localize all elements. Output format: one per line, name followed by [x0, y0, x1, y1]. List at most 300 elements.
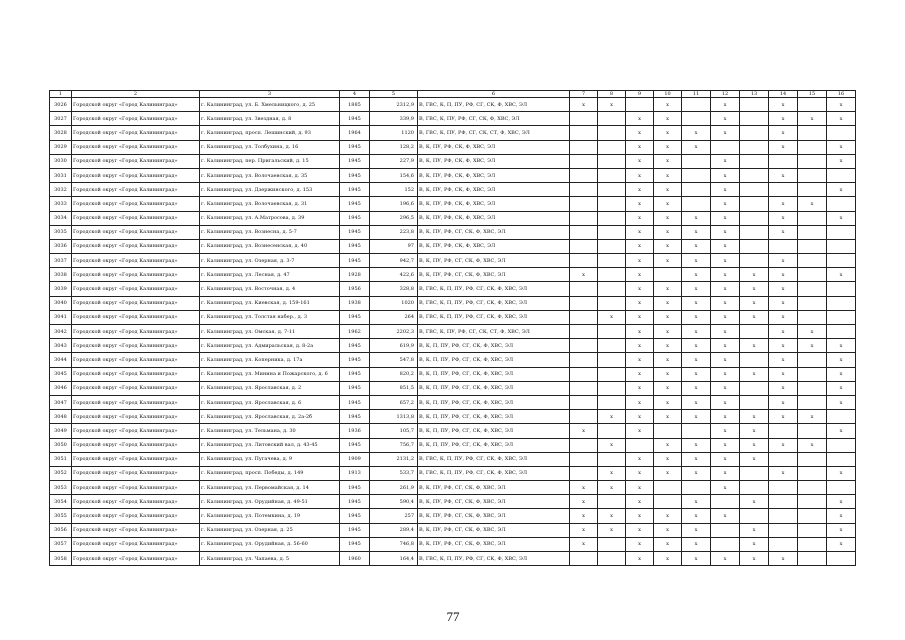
mark-cell: х — [654, 154, 682, 168]
mark-cell — [598, 183, 626, 197]
year-cell: 1962 — [340, 325, 370, 339]
works-cell: В, ГВС, К, П, ПУ, РФ, СГ, СК, Ф, ХВС, ЭЛ — [418, 552, 570, 566]
year-cell: 1945 — [340, 140, 370, 154]
mark-cell — [598, 282, 626, 296]
row-id: 3048 — [50, 410, 72, 424]
mark-cell — [798, 452, 827, 466]
municipality-cell: Городской округ «Город Калининград» — [72, 168, 200, 182]
mark-cell: х — [711, 211, 740, 225]
area-cell: 756,7 — [370, 438, 418, 452]
mark-cell: х — [626, 112, 654, 126]
mark-cell: х — [740, 339, 769, 353]
mark-cell: х — [682, 325, 711, 339]
mark-cell — [798, 523, 827, 537]
column-number-header: 2 — [72, 91, 200, 98]
table-row — [50, 424, 856, 438]
mark-cell — [769, 523, 798, 537]
mark-cell — [598, 197, 626, 211]
mark-cell: х — [626, 168, 654, 182]
mark-cell: х — [682, 296, 711, 310]
mark-cell — [740, 481, 769, 495]
mark-cell: х — [682, 140, 711, 154]
address-cell: г. Калининград, ул. Пугачева, д. 9 — [200, 452, 340, 466]
mark-cell: х — [626, 140, 654, 154]
mark-cell: х — [711, 367, 740, 381]
mark-cell — [740, 140, 769, 154]
mark-cell — [798, 537, 827, 551]
mark-cell: х — [711, 353, 740, 367]
works-cell: В, К, ПУ, РФ, СК, Ф, ХВС, ЭЛ — [418, 239, 570, 253]
mark-cell — [682, 183, 711, 197]
mark-cell: х — [711, 296, 740, 310]
municipality-cell: Городской округ «Город Калининград» — [72, 183, 200, 197]
municipality-cell: Городской округ «Город Калининград» — [72, 254, 200, 268]
works-cell: В, К, ПУ, РФ, СК, Ф, ХВС, ЭЛ — [418, 211, 570, 225]
row-id: 3040 — [50, 296, 72, 310]
municipality-cell: Городской округ «Город Калининград» — [72, 126, 200, 140]
mark-cell — [570, 367, 598, 381]
row-id: 3046 — [50, 381, 72, 395]
mark-cell: х — [682, 268, 711, 282]
mark-cell — [598, 126, 626, 140]
municipality-cell: Городской округ «Город Калининград» — [72, 239, 200, 253]
municipality-cell: Городской округ «Город Калининград» — [72, 112, 200, 126]
mark-cell — [711, 523, 740, 537]
address-cell: г. Калининград, ул. Волочаевская, д. 35 — [200, 168, 340, 182]
address-cell: г. Калининград, ул. Волочаевская, д. 31 — [200, 197, 340, 211]
mark-cell: х — [827, 183, 856, 197]
mark-cell: х — [827, 154, 856, 168]
mark-cell: х — [827, 466, 856, 480]
mark-cell: х — [798, 438, 827, 452]
mark-cell — [798, 481, 827, 495]
mark-cell: х — [626, 523, 654, 537]
mark-cell — [654, 268, 682, 282]
mark-cell: х — [711, 239, 740, 253]
mark-cell: х — [626, 296, 654, 310]
area-cell: 1313,8 — [370, 410, 418, 424]
mark-cell — [827, 452, 856, 466]
row-id: 3033 — [50, 197, 72, 211]
address-cell: г. Калининград, пер. Пригальский, д. 15 — [200, 154, 340, 168]
address-cell: г. Калининград, ул. Потемкина, д. 19 — [200, 509, 340, 523]
works-cell: В, ГВС, К, ПУ, РФ, СГ, СК, СТ, Ф, ХВС, ЭЛ — [418, 325, 570, 339]
mark-cell — [598, 353, 626, 367]
mark-cell: х — [769, 353, 798, 367]
mark-cell: х — [711, 310, 740, 324]
works-cell: В, ГВС, К, П, ПУ, РФ, СГ, СК, Ф, ХВС, ЭЛ — [418, 466, 570, 480]
mark-cell: х — [711, 254, 740, 268]
table-row — [50, 353, 856, 367]
mark-cell — [598, 452, 626, 466]
mark-cell: х — [626, 381, 654, 395]
address-cell: г. Калининград, ул. Литовский вал, д. 43-45 — [200, 438, 340, 452]
column-number-header: 10 — [654, 91, 682, 98]
year-cell: 1945 — [340, 410, 370, 424]
mark-cell: х — [598, 481, 626, 495]
works-cell: В, К, ПУ, РФ, СГ, СК, Ф, ХВС, ЭЛ — [418, 481, 570, 495]
mark-cell — [827, 552, 856, 566]
mark-cell — [598, 239, 626, 253]
mark-cell — [798, 552, 827, 566]
mark-cell — [827, 126, 856, 140]
address-cell: г. Калининград, ул. Вознесенская, д. 40 — [200, 239, 340, 253]
address-cell: г. Калининград, ул. Коперника, д. 17а — [200, 353, 340, 367]
area-cell: 422,6 — [370, 268, 418, 282]
mark-cell: х — [827, 395, 856, 409]
mark-cell: х — [626, 197, 654, 211]
mark-cell — [570, 225, 598, 239]
mark-cell: х — [654, 168, 682, 182]
mark-cell — [798, 509, 827, 523]
mark-cell — [769, 495, 798, 509]
year-cell: 1945 — [340, 381, 370, 395]
table-row — [50, 296, 856, 310]
works-cell: В, ГВС, К, ПУ, РФ, СГ, СК, Ф, ХВС, ЭЛ — [418, 112, 570, 126]
table-row — [50, 438, 856, 452]
mark-cell: х — [682, 552, 711, 566]
municipality-cell: Городской округ «Город Калининград» — [72, 325, 200, 339]
mark-cell — [798, 239, 827, 253]
mark-cell: х — [626, 367, 654, 381]
table-row — [50, 452, 856, 466]
mark-cell: х — [711, 381, 740, 395]
mark-cell: х — [769, 112, 798, 126]
municipality-cell: Городской округ «Город Калининград» — [72, 481, 200, 495]
mark-cell: х — [827, 98, 856, 112]
mark-cell — [740, 197, 769, 211]
table-body — [50, 98, 856, 566]
mark-cell: х — [598, 438, 626, 452]
year-cell: 1945 — [340, 353, 370, 367]
mark-cell: х — [626, 466, 654, 480]
address-cell: г. Калининград, ул. А.Матросова, д. 39 — [200, 211, 340, 225]
column-number-header: 1 — [50, 91, 72, 98]
mark-cell — [570, 154, 598, 168]
mark-cell: х — [769, 197, 798, 211]
row-id: 3049 — [50, 424, 72, 438]
mark-cell — [798, 424, 827, 438]
mark-cell — [626, 438, 654, 452]
works-cell: В, К, ПУ, РФ, СК, Ф, ХВС, ЭЛ — [418, 154, 570, 168]
mark-cell — [740, 126, 769, 140]
mark-cell: х — [827, 509, 856, 523]
mark-cell: х — [827, 424, 856, 438]
municipality-cell: Городской округ «Город Калининград» — [72, 339, 200, 353]
mark-cell: х — [626, 183, 654, 197]
column-number-header: 13 — [740, 91, 769, 98]
mark-cell: х — [626, 339, 654, 353]
mark-cell — [798, 395, 827, 409]
mark-cell: х — [682, 466, 711, 480]
row-id: 3054 — [50, 495, 72, 509]
mark-cell: х — [740, 438, 769, 452]
mark-cell — [598, 537, 626, 551]
mark-cell — [798, 168, 827, 182]
mark-cell: х — [682, 126, 711, 140]
mark-cell: х — [827, 268, 856, 282]
year-cell: 1945 — [340, 310, 370, 324]
mark-cell: х — [654, 523, 682, 537]
mark-cell: х — [827, 495, 856, 509]
municipality-cell: Городской округ «Город Калининград» — [72, 424, 200, 438]
row-id: 3041 — [50, 310, 72, 324]
mark-cell: х — [798, 410, 827, 424]
mark-cell: х — [682, 537, 711, 551]
mark-cell: х — [740, 452, 769, 466]
year-cell: 1964 — [340, 126, 370, 140]
mark-cell: х — [769, 126, 798, 140]
column-number-header: 6 — [418, 91, 570, 98]
municipality-cell: Городской округ «Город Калининград» — [72, 154, 200, 168]
mark-cell: х — [740, 495, 769, 509]
mark-cell: х — [740, 268, 769, 282]
mark-cell: х — [626, 509, 654, 523]
mark-cell: х — [654, 466, 682, 480]
works-cell: В, К, П, ПУ, РФ, СГ, СК, Ф, ХВС, ЭЛ — [418, 339, 570, 353]
mark-cell: х — [682, 452, 711, 466]
mark-cell: х — [654, 452, 682, 466]
mark-cell: х — [711, 552, 740, 566]
mark-cell — [740, 353, 769, 367]
municipality-cell: Городской округ «Город Калининград» — [72, 495, 200, 509]
mark-cell: х — [626, 211, 654, 225]
works-cell: В, К, П, ПУ, РФ, СГ, СК, Ф, ХВС, ЭЛ — [418, 410, 570, 424]
mark-cell — [598, 168, 626, 182]
municipality-cell: Городской округ «Город Калининград» — [72, 211, 200, 225]
mark-cell: х — [769, 211, 798, 225]
address-cell: г. Калининград, ул. Орудийная, д. 49-51 — [200, 495, 340, 509]
area-cell: 339,9 — [370, 112, 418, 126]
area-cell: 1120 — [370, 126, 418, 140]
mark-cell: х — [682, 225, 711, 239]
table-row — [50, 225, 856, 239]
mark-cell: х — [769, 268, 798, 282]
year-cell: 1945 — [340, 211, 370, 225]
mark-cell — [769, 154, 798, 168]
mark-cell: х — [598, 410, 626, 424]
mark-cell — [570, 466, 598, 480]
year-cell: 1936 — [340, 424, 370, 438]
mark-cell — [827, 282, 856, 296]
mark-cell: х — [654, 509, 682, 523]
mark-cell: х — [626, 481, 654, 495]
mark-cell — [798, 367, 827, 381]
mark-cell — [570, 112, 598, 126]
mark-cell: х — [654, 112, 682, 126]
year-cell: 1938 — [340, 296, 370, 310]
mark-cell — [570, 310, 598, 324]
mark-cell: х — [626, 282, 654, 296]
mark-cell — [827, 225, 856, 239]
address-cell: г. Калининград, ул. Озерная, д. 25 — [200, 523, 340, 537]
municipality-cell: Городской округ «Город Калининград» — [72, 310, 200, 324]
table-row — [50, 154, 856, 168]
mark-cell — [740, 168, 769, 182]
mark-cell: х — [827, 537, 856, 551]
mark-cell: х — [570, 424, 598, 438]
mark-cell: х — [769, 140, 798, 154]
address-cell: г. Калининград, ул. Тельмана, д. 30 — [200, 424, 340, 438]
row-id: 3026 — [50, 98, 72, 112]
table-row — [50, 466, 856, 480]
mark-cell — [570, 296, 598, 310]
year-cell: 1960 — [340, 552, 370, 566]
row-id: 3056 — [50, 523, 72, 537]
mark-cell — [570, 183, 598, 197]
mark-cell: х — [682, 310, 711, 324]
mark-cell — [598, 367, 626, 381]
mark-cell — [598, 225, 626, 239]
area-cell: 590,4 — [370, 495, 418, 509]
area-cell: 657,2 — [370, 395, 418, 409]
works-cell: В, К, ПУ, РФ, СГ, СК, Ф, ХВС, ЭЛ — [418, 537, 570, 551]
row-id: 3053 — [50, 481, 72, 495]
municipality-cell: Городской округ «Город Калининград» — [72, 395, 200, 409]
mark-cell: х — [769, 168, 798, 182]
mark-cell: х — [682, 395, 711, 409]
area-cell: 851,5 — [370, 381, 418, 395]
mark-cell — [798, 495, 827, 509]
mark-cell: х — [654, 140, 682, 154]
row-id: 3035 — [50, 225, 72, 239]
municipality-cell: Городской округ «Город Калининград» — [72, 381, 200, 395]
address-cell: г. Калининград, ул. Ярославская, д. 2а-2б — [200, 410, 340, 424]
registry-table — [49, 90, 856, 566]
mark-cell — [798, 183, 827, 197]
area-cell: 328,8 — [370, 282, 418, 296]
mark-cell: х — [740, 282, 769, 296]
mark-cell: х — [827, 367, 856, 381]
mark-cell — [769, 452, 798, 466]
mark-cell: х — [711, 452, 740, 466]
mark-cell: х — [626, 225, 654, 239]
mark-cell — [654, 481, 682, 495]
mark-cell: х — [682, 509, 711, 523]
mark-cell: х — [626, 310, 654, 324]
row-id: 3030 — [50, 154, 72, 168]
mark-cell — [570, 197, 598, 211]
mark-cell — [598, 112, 626, 126]
mark-cell: х — [598, 466, 626, 480]
works-cell: В, ГВС, К, П, ПУ, РФ, СГ, СК, Ф, ХВС, ЭЛ — [418, 310, 570, 324]
mark-cell: х — [626, 353, 654, 367]
mark-cell: х — [626, 254, 654, 268]
mark-cell: х — [798, 112, 827, 126]
mark-cell: х — [711, 325, 740, 339]
mark-cell: х — [827, 523, 856, 537]
mark-cell: х — [654, 225, 682, 239]
row-id: 3057 — [50, 537, 72, 551]
column-number-header: 5 — [370, 91, 418, 98]
mark-cell: х — [682, 339, 711, 353]
year-cell: 1945 — [340, 168, 370, 182]
mark-cell — [682, 424, 711, 438]
mark-cell — [570, 452, 598, 466]
mark-cell: х — [798, 325, 827, 339]
area-cell: 533,7 — [370, 466, 418, 480]
mark-cell: х — [626, 268, 654, 282]
mark-cell: х — [654, 353, 682, 367]
year-cell: 1945 — [340, 438, 370, 452]
table-row — [50, 197, 856, 211]
works-cell: В, К, П, ПУ, РФ, СГ, СК, Ф, ХВС, ЭЛ — [418, 381, 570, 395]
table-row — [50, 268, 856, 282]
mark-cell: х — [682, 438, 711, 452]
mark-cell: х — [740, 552, 769, 566]
row-id: 3031 — [50, 168, 72, 182]
works-cell: В, К, ПУ, РФ, СК, Ф, ХВС, ЭЛ — [418, 140, 570, 154]
year-cell: 1945 — [340, 154, 370, 168]
mark-cell — [598, 154, 626, 168]
mark-cell — [570, 126, 598, 140]
mark-cell: х — [682, 410, 711, 424]
address-cell: г. Калининград, ул. Лесная, д. 47 — [200, 268, 340, 282]
area-cell: 264 — [370, 310, 418, 324]
area-cell: 2312,9 — [370, 98, 418, 112]
mark-cell: х — [711, 438, 740, 452]
mark-cell: х — [798, 197, 827, 211]
mark-cell: х — [626, 126, 654, 140]
address-cell: г. Калининград, ул. Ярославская, д. 6 — [200, 395, 340, 409]
mark-cell — [827, 239, 856, 253]
works-cell: В, ГВС, К, ПУ, РФ, СГ, СК, СТ, Ф, ХВС, ЭЛ — [418, 126, 570, 140]
table-row — [50, 537, 856, 551]
municipality-cell: Городской округ «Город Калининград» — [72, 552, 200, 566]
row-id: 3058 — [50, 552, 72, 566]
area-cell: 746,8 — [370, 537, 418, 551]
mark-cell — [570, 339, 598, 353]
year-cell: 1913 — [340, 466, 370, 480]
table-row — [50, 183, 856, 197]
table-row — [50, 381, 856, 395]
works-cell: В, К, П, ПУ, РФ, СГ, СК, Ф, ХВС, ЭЛ — [418, 395, 570, 409]
mark-cell — [827, 410, 856, 424]
address-cell: г. Калининград, просп. Лешинский, д. 93 — [200, 126, 340, 140]
mark-cell — [769, 509, 798, 523]
mark-cell: х — [769, 254, 798, 268]
row-id: 3036 — [50, 239, 72, 253]
mark-cell — [769, 239, 798, 253]
column-number-header: 9 — [626, 91, 654, 98]
mark-cell: х — [654, 239, 682, 253]
mark-cell: х — [769, 552, 798, 566]
address-cell: г. Калининград, ул. Толбухина, д. 16 — [200, 140, 340, 154]
mark-cell — [598, 395, 626, 409]
mark-cell: х — [654, 410, 682, 424]
area-cell: 257 — [370, 509, 418, 523]
mark-cell: х — [711, 395, 740, 409]
municipality-cell: Городской округ «Город Калининград» — [72, 523, 200, 537]
table-row — [50, 239, 856, 253]
mark-cell: х — [711, 466, 740, 480]
municipality-cell: Городской округ «Город Калининград» — [72, 282, 200, 296]
mark-cell — [598, 211, 626, 225]
mark-cell: х — [769, 282, 798, 296]
mark-cell: х — [570, 98, 598, 112]
mark-cell: х — [654, 183, 682, 197]
table-row — [50, 112, 856, 126]
year-cell: 1945 — [340, 495, 370, 509]
works-cell: В, ГВС, К, П, ПУ, РФ, СГ, СК, Ф, ХВС, ЭЛ — [418, 282, 570, 296]
year-cell: 1945 — [340, 395, 370, 409]
mark-cell: х — [570, 537, 598, 551]
mark-cell — [798, 225, 827, 239]
mark-cell: х — [769, 410, 798, 424]
mark-cell: х — [570, 509, 598, 523]
row-id: 3034 — [50, 211, 72, 225]
area-cell: 97 — [370, 239, 418, 253]
